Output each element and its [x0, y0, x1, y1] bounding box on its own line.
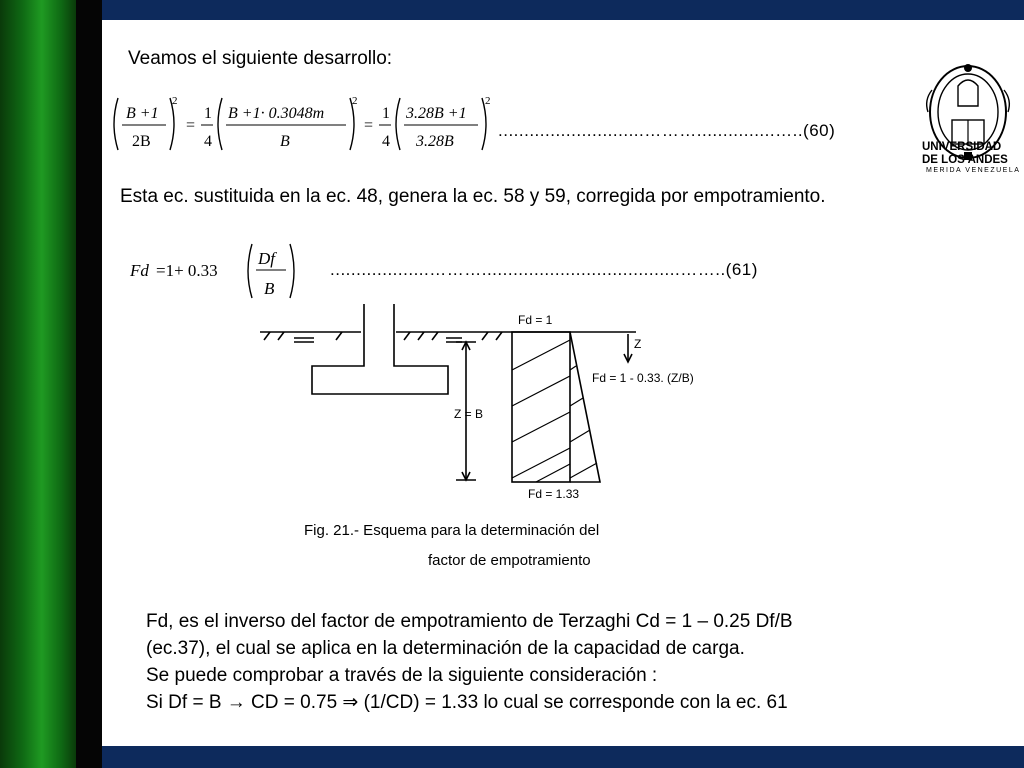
- eq60-exp-3: 2: [485, 95, 491, 107]
- label-fd-top: Fd = 1: [518, 313, 553, 327]
- figure-21-diagram: [256, 300, 736, 510]
- label-fd-formula: Fd = 1 - 0.33. (Z/B): [592, 371, 694, 385]
- left-green-stripe: [0, 0, 76, 768]
- logo-text-line2: DE LOS ANDES: [922, 154, 1008, 166]
- eq61-reference: ...................………......................................……..(61): [330, 260, 758, 279]
- eq60-one-1: 1: [204, 105, 212, 122]
- eq61-frac-den: B: [264, 279, 275, 298]
- eq60-one-2: 1: [382, 105, 390, 122]
- equation-61: [126, 240, 316, 302]
- paragraph-line-4: Si Df = B → CD = 0.75 ⇒ (1/CD) = 1.33 lo cual se corresponde con la ec. 61: [146, 692, 788, 713]
- equation-60: [108, 92, 508, 156]
- logo-text-line1: UNIVERSIDAD: [922, 141, 1002, 153]
- eq60-frac1-num: B +1: [126, 105, 159, 122]
- water-mark-left: [294, 338, 314, 342]
- top-blue-band: [102, 0, 1024, 20]
- bottom-blue-band: [102, 746, 1024, 768]
- left-black-stripe: [76, 0, 102, 768]
- eq60-frac3-den: 3.28B: [416, 133, 454, 150]
- fd-diagram-hatching: [512, 340, 570, 482]
- paragraph-line-2: (ec.37), el cual se aplica en la determinación de la capacidad de carga.: [146, 638, 745, 659]
- eq60-four-1: 4: [204, 133, 212, 150]
- label-fd-bottom: Fd = 1.33: [528, 487, 580, 501]
- slide-title: Veamos el siguiente desarrollo:: [128, 48, 393, 69]
- explanation-paragraph: [146, 608, 793, 716]
- paragraph-line-1: Fd, es el inverso del factor de empotramiento de Terzaghi Cd = 1 – 0.25 Df/B: [146, 611, 793, 632]
- eq60-reference: ............................………...............…..(60): [498, 121, 836, 140]
- eq60-four-2: 4: [382, 133, 390, 150]
- eq60-exp-1: 2: [172, 95, 178, 107]
- figure-caption-line1: Fig. 21.- Esquema para la determinación del: [304, 522, 600, 539]
- eq60-frac1-den: 2B: [132, 133, 151, 150]
- eq60-exp-2: 2: [352, 95, 358, 107]
- eq61-frac-num: Df: [258, 249, 275, 268]
- eq60-equals-2: =: [364, 117, 374, 134]
- label-z-equals-b: Z = B: [454, 407, 484, 421]
- eq60-equals-1: =: [186, 117, 196, 134]
- intro-sentence: Esta ec. sustituida en la ec. 48, genera la ec. 58 y 59, corregida por empotramiento.: [120, 186, 826, 207]
- figure-caption-line2: factor de empotramiento: [428, 552, 591, 569]
- eq60-frac2-num: B +1· 0.3048m: [228, 105, 325, 122]
- label-z: Z: [634, 337, 642, 351]
- eq61-lhs: Fd: [130, 261, 149, 280]
- paragraph-line-3: Se puede comprobar a través de la siguiente consideración :: [146, 665, 658, 686]
- logo-text-line3: MERIDA VENEZUELA: [926, 167, 1021, 174]
- eq61-rhs-prefix: =1+ 0.33: [156, 261, 218, 280]
- footing-outline: [312, 304, 448, 394]
- fd-increase-wedge: [570, 332, 600, 482]
- eq60-frac2-den: B: [280, 133, 290, 150]
- eq60-frac3-num: 3.28B +1: [406, 105, 467, 122]
